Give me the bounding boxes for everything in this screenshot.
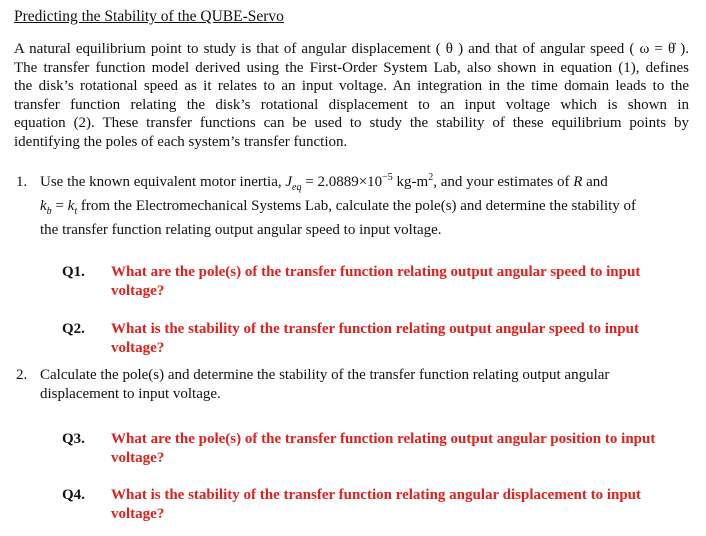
question-line: What are the pole(s) of the transfer function relating output angular position to input [111, 431, 656, 447]
exponent: 2 [428, 172, 434, 183]
section-title: Predicting the Stability of the QUBE-Servo [14, 8, 284, 25]
question-line: voltage? [111, 283, 165, 299]
text-run: , and your estimates of [433, 174, 574, 190]
symbol-R: R [573, 174, 583, 190]
intro-line: transfer function relating the disk’s rotational displacement to an input voltage which is shown in [14, 96, 689, 113]
intro-line: identifying the poles of each system’s transfer function. [14, 133, 348, 150]
question-text [111, 263, 688, 301]
intro-line: equation (2). These transfer functions can be used to study the stability of these equilibrium points by [14, 115, 689, 132]
item2-line2: displacement to input voltage. [40, 386, 221, 402]
text-run: Use the known equivalent motor inertia, [40, 174, 286, 190]
list-item-text [40, 170, 636, 242]
question-line: voltage? [111, 450, 165, 466]
intro-paragraph [14, 40, 689, 152]
item1-line2 [40, 194, 636, 218]
symbol-k: k [67, 198, 75, 214]
text-run: kg-m [392, 174, 429, 190]
text-run: = 2.0889×10 [301, 174, 383, 190]
list-number: 2. [16, 367, 28, 383]
question-line: What is the stability of the transfer function relating angular displacement to input [111, 487, 642, 503]
question-text [111, 430, 688, 468]
intro-line: the disk’s rotational speed as it relates to an input voltage. An integration in the time domain leads to the [14, 78, 689, 95]
subscript-t: t [74, 206, 78, 217]
item2-line1: Calculate the pole(s) and determine the stability of the transfer function relating output angular [40, 367, 610, 383]
exponent: −5 [382, 172, 393, 183]
question-line: What are the pole(s) of the transfer function relating output angular speed to input [111, 264, 641, 280]
question-label: Q1. [62, 264, 85, 280]
list-item-text [40, 366, 609, 404]
item1-line3: the transfer function relating output angular speed to input voltage. [40, 222, 442, 238]
question-text [111, 486, 688, 524]
question-line: voltage? [111, 506, 165, 522]
item1-line1 [40, 170, 636, 194]
text-run: from the Electromechanical Systems Lab, calculate the pole(s) and determine the stability of [77, 198, 637, 214]
subscript-eq: eq [292, 182, 302, 193]
question-line: voltage? [111, 340, 165, 356]
question-label: Q4. [62, 487, 85, 503]
question-line: What is the stability of the transfer function relating output angular speed to input [111, 321, 639, 337]
question-label: Q3. [62, 431, 85, 447]
text-run: = [51, 198, 68, 214]
intro-line: The transfer function model derived using the First-Order System Lab, also shown in equation (1), defines [14, 59, 689, 76]
symbol-k: k [40, 198, 47, 214]
symbol-J: J [285, 174, 293, 190]
question-label: Q2. [62, 321, 85, 337]
subscript-b: b [46, 206, 52, 217]
text-run: and [582, 174, 608, 190]
list-number: 1. [16, 174, 28, 190]
intro-line: A natural equilibrium point to study is that of angular displacement ( θ ) and that of angular speed ( ω = θ̇ ). [14, 41, 689, 57]
question-text [111, 320, 688, 358]
